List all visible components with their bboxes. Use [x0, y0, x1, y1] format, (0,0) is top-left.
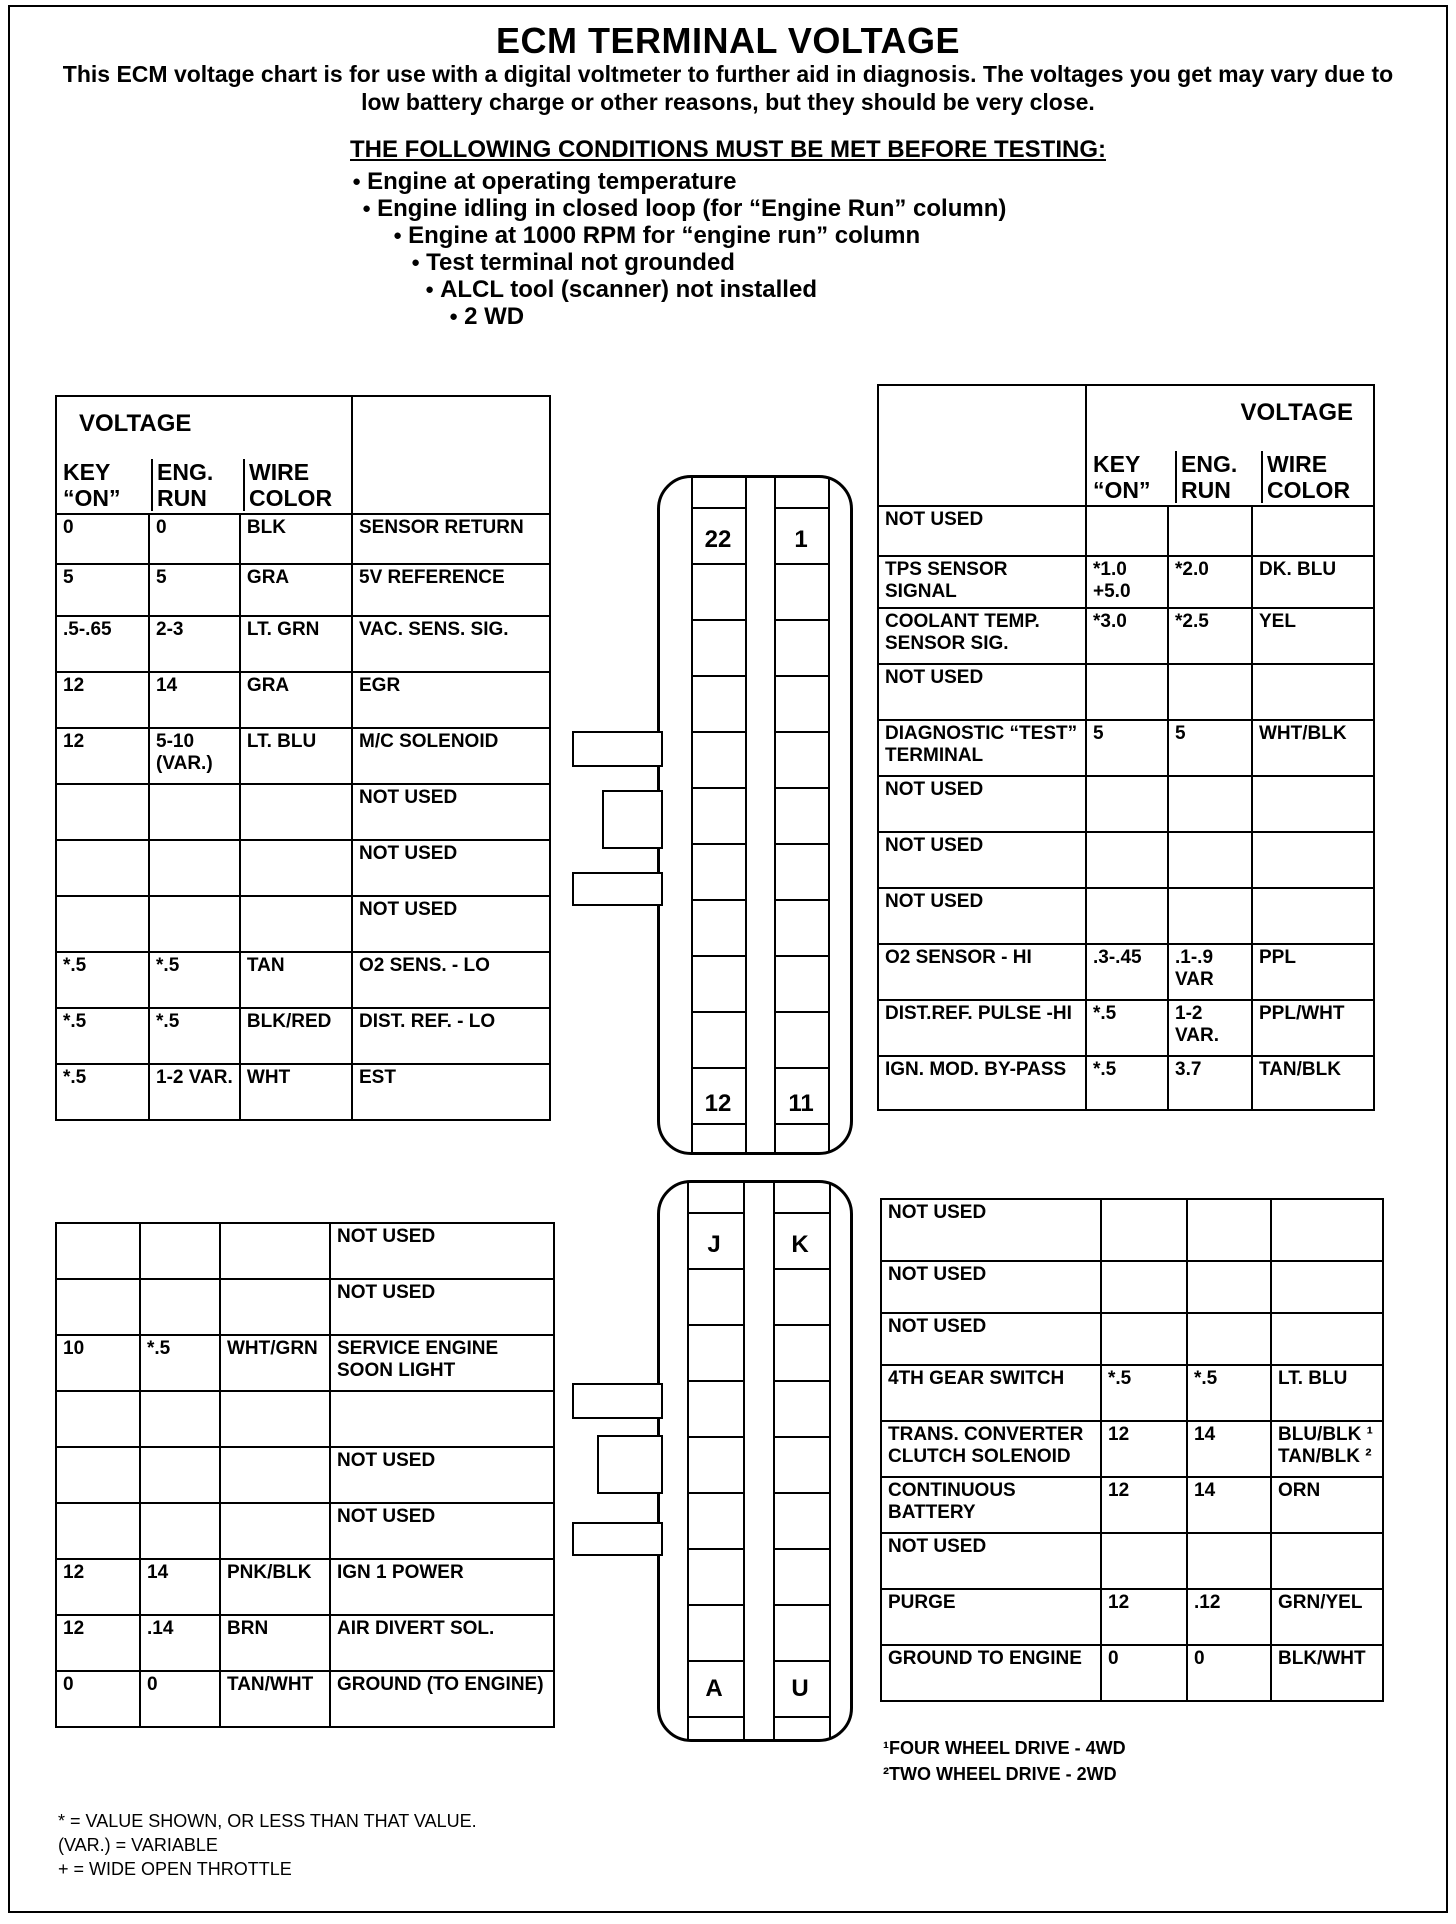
wire-cell: PPL: [1252, 944, 1374, 1000]
desc-cell: O2 SENSOR - HI: [878, 944, 1086, 1000]
pin-slot-divider: [691, 1011, 747, 1013]
desc-cell: [330, 1391, 554, 1447]
pin-label: U: [791, 1675, 809, 1702]
pin-slot-divider: [687, 1716, 745, 1718]
intro-text: This ECM voltage chart is for use with a digital voltmeter to further aid in diagnosis. The voltages you get may vary due to low battery charge or other reasons, but they should be very close.: [62, 61, 1394, 115]
desc-cell: NOT USED: [878, 832, 1086, 888]
pin-slot-divider: [691, 507, 747, 509]
table-row: [56, 1279, 554, 1335]
wire-cell: BLK: [240, 514, 352, 564]
condition-item: ● ALCL tool (scanner) not installed: [425, 276, 817, 304]
run-cell: [1168, 776, 1252, 832]
run-cell: [140, 1447, 220, 1503]
drive-note: ²TWO WHEEL DRIVE - 2WD: [883, 1764, 1117, 1784]
table-row: [878, 720, 1374, 776]
desc-cell: DIST. REF. - LO: [352, 1008, 550, 1064]
wire-color-header: WIRE COLOR: [243, 459, 345, 511]
key-cell: 0: [1101, 1645, 1187, 1701]
key-cell: [1101, 1313, 1187, 1365]
key-cell: [1086, 664, 1168, 720]
key-cell: 12: [1101, 1421, 1187, 1477]
key-cell: 12: [56, 1615, 140, 1671]
run-cell: [1187, 1199, 1271, 1261]
run-cell: 2-3: [149, 616, 240, 672]
wire-cell: LT. BLU: [1271, 1365, 1383, 1421]
key-cell: 10: [56, 1335, 140, 1391]
table-row: [878, 1056, 1374, 1110]
wire-cell: [1271, 1261, 1383, 1313]
wire-cell: [1271, 1533, 1383, 1589]
header-cell: [1086, 385, 1374, 506]
run-cell: 14: [1187, 1421, 1271, 1477]
wire-cell: [220, 1447, 330, 1503]
wire-cell: BLU/BLK ¹ TAN/BLK ²: [1271, 1421, 1383, 1477]
wire-cell: [1252, 776, 1374, 832]
pin-slot-divider: [774, 1123, 830, 1125]
desc-cell: 4TH GEAR SWITCH: [881, 1365, 1101, 1421]
bottom-right-voltage-table: [880, 1198, 1384, 1702]
wire-cell: DK. BLU: [1252, 556, 1374, 608]
run-cell: 0: [1187, 1645, 1271, 1701]
desc-cell: NOT USED: [881, 1261, 1101, 1313]
ecm-connector-top: [657, 475, 853, 1155]
desc-cell: SENSOR RETURN: [352, 514, 550, 564]
wire-cell: [220, 1503, 330, 1559]
pin-slot-divider: [691, 787, 747, 789]
run-cell: [149, 840, 240, 896]
pin-slot-divider: [691, 899, 747, 901]
key-cell: [56, 1447, 140, 1503]
table-row: [56, 1064, 550, 1120]
table-row: [878, 506, 1374, 556]
table-row: [881, 1313, 1383, 1365]
pin-slot-divider: [774, 1067, 830, 1069]
key-cell: [1086, 832, 1168, 888]
pin-slot-divider: [687, 1492, 745, 1494]
key-cell: [56, 1223, 140, 1279]
desc-cell: GROUND TO ENGINE: [881, 1645, 1101, 1701]
pin-slot-divider: [691, 955, 747, 957]
run-cell: 5-10 (VAR.): [149, 728, 240, 784]
desc-cell: O2 SENS. - LO: [352, 952, 550, 1008]
run-cell: [1187, 1261, 1271, 1313]
key-on-header: KEY “ON”: [63, 459, 121, 511]
wire-cell: BLK/WHT: [1271, 1645, 1383, 1701]
pin-slot-divider: [774, 899, 830, 901]
desc-header-cell: [352, 396, 550, 514]
key-cell: 12: [1101, 1477, 1187, 1533]
table-row: [56, 672, 550, 728]
pin-label: J: [707, 1231, 721, 1258]
pin-slot-divider: [687, 1660, 745, 1662]
table-row: [881, 1261, 1383, 1313]
table-row: [881, 1365, 1383, 1421]
wire-cell: TAN/BLK: [1252, 1056, 1374, 1110]
desc-cell: VAC. SENS. SIG.: [352, 616, 550, 672]
table-row: [56, 952, 550, 1008]
wire-cell: [220, 1391, 330, 1447]
legend-item: (VAR.) = VARIABLE: [58, 1835, 218, 1855]
desc-cell: NOT USED: [881, 1313, 1101, 1365]
desc-cell: NOT USED: [881, 1199, 1101, 1261]
table-row: [878, 556, 1374, 608]
pin-label: K: [791, 1231, 809, 1258]
pin-label: A: [705, 1675, 723, 1702]
run-cell: *.5: [1187, 1365, 1271, 1421]
desc-cell: TRANS. CONVERTER CLUTCH SOLENOID: [881, 1421, 1101, 1477]
run-cell: 14: [140, 1559, 220, 1615]
wire-cell: LT. GRN: [240, 616, 352, 672]
connector-key-tab: [572, 1383, 663, 1419]
pin-slot-divider: [687, 1268, 745, 1270]
wire-cell: [1252, 506, 1374, 556]
table-row: [56, 1671, 554, 1727]
connector-key-tab: [602, 790, 663, 849]
desc-cell: DIAGNOSTIC “TEST” TERMINAL: [878, 720, 1086, 776]
table-row: [881, 1645, 1383, 1701]
voltage-header: VOLTAGE: [79, 410, 192, 437]
table-row: [881, 1421, 1383, 1477]
pin-slot-divider: [691, 1067, 747, 1069]
wire-color-header: WIRE COLOR: [1261, 451, 1367, 503]
key-cell: .3-.45: [1086, 944, 1168, 1000]
eng-run-header: ENG. RUN: [1175, 451, 1261, 503]
key-cell: .5-.65: [56, 616, 149, 672]
pin-slot-divider: [774, 675, 830, 677]
wire-cell: PNK/BLK: [220, 1559, 330, 1615]
connector-column-left: [687, 1183, 745, 1739]
key-cell: [1086, 776, 1168, 832]
table-row: [881, 1477, 1383, 1533]
wire-cell: BRN: [220, 1615, 330, 1671]
desc-cell: PURGE: [881, 1589, 1101, 1645]
pin-slot-divider: [774, 955, 830, 957]
wire-cell: WHT/GRN: [220, 1335, 330, 1391]
desc-cell: NOT USED: [330, 1279, 554, 1335]
desc-cell: SERVICE ENGINE SOON LIGHT: [330, 1335, 554, 1391]
pin-slot-divider: [773, 1324, 831, 1326]
key-cell: 0: [56, 1671, 140, 1727]
top-right-voltage-table: [877, 384, 1375, 1111]
table-row: [56, 1447, 554, 1503]
desc-cell: TPS SENSOR SIGNAL: [878, 556, 1086, 608]
desc-cell: NOT USED: [878, 664, 1086, 720]
pin-slot-divider: [773, 1548, 831, 1550]
page-title: ECM TERMINAL VOLTAGE: [496, 20, 960, 61]
pin-slot-divider: [773, 1716, 831, 1718]
table-row: [56, 564, 550, 616]
condition-item: ● Engine at 1000 RPM for “engine run” column: [393, 222, 920, 250]
desc-cell: NOT USED: [881, 1533, 1101, 1589]
header-cell: [56, 396, 352, 514]
pin-slot-divider: [691, 843, 747, 845]
connector-key-tab: [572, 731, 663, 767]
run-cell: .1-.9 VAR: [1168, 944, 1252, 1000]
run-cell: [1187, 1533, 1271, 1589]
run-cell: [1168, 888, 1252, 944]
bottom-left-voltage-table: [55, 1222, 555, 1728]
run-cell: [1168, 664, 1252, 720]
table-row: [56, 1335, 554, 1391]
legend-item: * = VALUE SHOWN, OR LESS THAN THAT VALUE.: [58, 1811, 477, 1831]
run-cell: [140, 1503, 220, 1559]
desc-cell: COOLANT TEMP. SENSOR SIG.: [878, 608, 1086, 664]
table-row: [56, 616, 550, 672]
desc-cell: AIR DIVERT SOL.: [330, 1615, 554, 1671]
desc-cell: GROUND (TO ENGINE): [330, 1671, 554, 1727]
key-on-header: KEY “ON”: [1093, 451, 1151, 503]
table-row: [881, 1533, 1383, 1589]
pin-label: 1: [794, 526, 808, 553]
pin-slot-divider: [774, 731, 830, 733]
wire-cell: [220, 1223, 330, 1279]
key-cell: [1101, 1533, 1187, 1589]
wire-cell: [1252, 888, 1374, 944]
desc-cell: 5V REFERENCE: [352, 564, 550, 616]
wire-cell: GRA: [240, 672, 352, 728]
wire-cell: TAN: [240, 952, 352, 1008]
run-cell: *.5: [140, 1335, 220, 1391]
key-cell: *.5: [56, 952, 149, 1008]
table-row: [878, 888, 1374, 944]
pin-label: 12: [704, 1090, 732, 1117]
table-row: [881, 1589, 1383, 1645]
run-cell: 5: [149, 564, 240, 616]
table-row: [878, 664, 1374, 720]
key-cell: [56, 784, 149, 840]
desc-cell: NOT USED: [330, 1447, 554, 1503]
connector-key-tab: [572, 872, 663, 906]
key-cell: 5: [56, 564, 149, 616]
key-cell: [1086, 888, 1168, 944]
table-row: [881, 1199, 1383, 1261]
wire-cell: TAN/WHT: [220, 1671, 330, 1727]
wire-cell: [240, 896, 352, 952]
run-cell: *.5: [149, 952, 240, 1008]
key-cell: *.5: [1086, 1000, 1168, 1056]
run-cell: *2.0: [1168, 556, 1252, 608]
desc-cell: NOT USED: [878, 506, 1086, 556]
pin-slot-divider: [773, 1660, 831, 1662]
key-cell: [56, 1279, 140, 1335]
run-cell: *.5: [149, 1008, 240, 1064]
key-cell: [56, 840, 149, 896]
table-row: [56, 1503, 554, 1559]
desc-cell: CONTINUOUS BATTERY: [881, 1477, 1101, 1533]
top-left-voltage-table: [55, 395, 551, 1121]
wire-cell: [1271, 1313, 1383, 1365]
key-cell: *.5: [1086, 1056, 1168, 1110]
key-cell: [1086, 506, 1168, 556]
wire-cell: [1271, 1199, 1383, 1261]
wire-cell: [240, 784, 352, 840]
connector-column-right: [774, 478, 830, 1152]
key-cell: [1101, 1261, 1187, 1313]
pin-slot-divider: [691, 563, 747, 565]
connector-column-left: [691, 478, 747, 1152]
run-cell: 3.7: [1168, 1056, 1252, 1110]
pin-slot-divider: [687, 1436, 745, 1438]
wire-cell: BLK/RED: [240, 1008, 352, 1064]
pin-slot-divider: [773, 1436, 831, 1438]
connector-column-right: [773, 1183, 831, 1739]
wire-cell: WHT/BLK: [1252, 720, 1374, 776]
conditions-heading: THE FOLLOWING CONDITIONS MUST BE MET BEFORE TESTING:: [350, 136, 1106, 163]
run-cell: [149, 784, 240, 840]
pin-slot-divider: [691, 675, 747, 677]
run-cell: .14: [140, 1615, 220, 1671]
wire-cell: LT. BLU: [240, 728, 352, 784]
run-cell: [140, 1279, 220, 1335]
table-row: [56, 514, 550, 564]
pin-label: 22: [704, 526, 732, 553]
desc-header-cell: [878, 385, 1086, 506]
pin-slot-divider: [774, 843, 830, 845]
table-row: [56, 1223, 554, 1279]
table-row: [56, 840, 550, 896]
key-cell: [56, 1391, 140, 1447]
desc-cell: NOT USED: [352, 784, 550, 840]
pin-slot-divider: [773, 1380, 831, 1382]
run-cell: .12: [1187, 1589, 1271, 1645]
pin-slot-divider: [687, 1380, 745, 1382]
run-cell: 5: [1168, 720, 1252, 776]
wire-cell: [240, 840, 352, 896]
pin-label: 11: [788, 1090, 814, 1117]
pin-slot-divider: [687, 1604, 745, 1606]
connector-key-tab: [572, 1522, 663, 1556]
table-row: [56, 1008, 550, 1064]
desc-cell: EST: [352, 1064, 550, 1120]
wire-cell: YEL: [1252, 608, 1374, 664]
run-cell: 14: [149, 672, 240, 728]
key-cell: 12: [56, 672, 149, 728]
key-cell: *3.0: [1086, 608, 1168, 664]
condition-item: ● Engine idling in closed loop (for “Engine Run” column): [362, 195, 1006, 223]
desc-cell: NOT USED: [330, 1223, 554, 1279]
pin-slot-divider: [773, 1492, 831, 1494]
key-cell: *.5: [1101, 1365, 1187, 1421]
pin-slot-divider: [687, 1324, 745, 1326]
table-row: [56, 1559, 554, 1615]
wire-cell: [1252, 664, 1374, 720]
condition-item: ● Engine at operating temperature: [352, 168, 736, 196]
wire-cell: GRA: [240, 564, 352, 616]
legend-item: + = WIDE OPEN THROTTLE: [58, 1859, 292, 1879]
run-cell: 14: [1187, 1477, 1271, 1533]
run-cell: 1-2 VAR.: [1168, 1000, 1252, 1056]
condition-item: ● Test terminal not grounded: [411, 249, 735, 277]
desc-cell: NOT USED: [352, 896, 550, 952]
key-cell: 12: [56, 1559, 140, 1615]
run-cell: 1-2 VAR.: [149, 1064, 240, 1120]
key-cell: [56, 896, 149, 952]
pin-slot-divider: [691, 619, 747, 621]
key-cell: *.5: [56, 1064, 149, 1120]
table-row: [56, 1615, 554, 1671]
pin-slot-divider: [691, 1123, 747, 1125]
desc-cell: NOT USED: [878, 776, 1086, 832]
desc-cell: NOT USED: [878, 888, 1086, 944]
desc-cell: NOT USED: [330, 1503, 554, 1559]
eng-run-header: ENG. RUN: [151, 459, 243, 511]
wire-cell: WHT: [240, 1064, 352, 1120]
desc-cell: NOT USED: [352, 840, 550, 896]
desc-cell: IGN 1 POWER: [330, 1559, 554, 1615]
ecm-connector-bottom: [657, 1180, 853, 1742]
wire-cell: PPL/WHT: [1252, 1000, 1374, 1056]
pin-slot-divider: [687, 1212, 745, 1214]
run-cell: [1187, 1313, 1271, 1365]
pin-slot-divider: [773, 1212, 831, 1214]
table-row: [878, 776, 1374, 832]
table-row: [878, 1000, 1374, 1056]
key-cell: 5: [1086, 720, 1168, 776]
wire-cell: ORN: [1271, 1477, 1383, 1533]
run-cell: [149, 896, 240, 952]
wire-cell: GRN/YEL: [1271, 1589, 1383, 1645]
run-cell: [1168, 506, 1252, 556]
pin-slot-divider: [774, 787, 830, 789]
pin-slot-divider: [773, 1268, 831, 1270]
table-row: [878, 832, 1374, 888]
run-cell: [140, 1391, 220, 1447]
key-cell: [56, 1503, 140, 1559]
run-cell: [140, 1223, 220, 1279]
desc-cell: M/C SOLENOID: [352, 728, 550, 784]
run-cell: [1168, 832, 1252, 888]
run-cell: *2.5: [1168, 608, 1252, 664]
key-cell: 12: [56, 728, 149, 784]
desc-cell: IGN. MOD. BY-PASS: [878, 1056, 1086, 1110]
key-cell: *.5: [56, 1008, 149, 1064]
table-row: [56, 896, 550, 952]
table-row: [878, 608, 1374, 664]
drive-note: ¹FOUR WHEEL DRIVE - 4WD: [883, 1738, 1126, 1758]
table-row: [56, 728, 550, 784]
key-cell: 0: [56, 514, 149, 564]
desc-cell: DIST.REF. PULSE -HI: [878, 1000, 1086, 1056]
desc-cell: EGR: [352, 672, 550, 728]
wire-cell: [1252, 832, 1374, 888]
key-cell: [1101, 1199, 1187, 1261]
pin-slot-divider: [774, 1011, 830, 1013]
table-row: [56, 1391, 554, 1447]
wire-cell: [220, 1279, 330, 1335]
table-row: [56, 784, 550, 840]
connector-key-tab: [597, 1435, 663, 1494]
voltage-header: VOLTAGE: [1240, 399, 1353, 426]
key-cell: *1.0 +5.0: [1086, 556, 1168, 608]
run-cell: 0: [140, 1671, 220, 1727]
pin-slot-divider: [774, 507, 830, 509]
key-cell: 12: [1101, 1589, 1187, 1645]
pin-slot-divider: [773, 1604, 831, 1606]
run-cell: 0: [149, 514, 240, 564]
condition-item: ● 2 WD: [449, 303, 524, 331]
pin-slot-divider: [774, 619, 830, 621]
pin-slot-divider: [687, 1548, 745, 1550]
pin-slot-divider: [774, 563, 830, 565]
pin-slot-divider: [691, 731, 747, 733]
table-row: [878, 944, 1374, 1000]
